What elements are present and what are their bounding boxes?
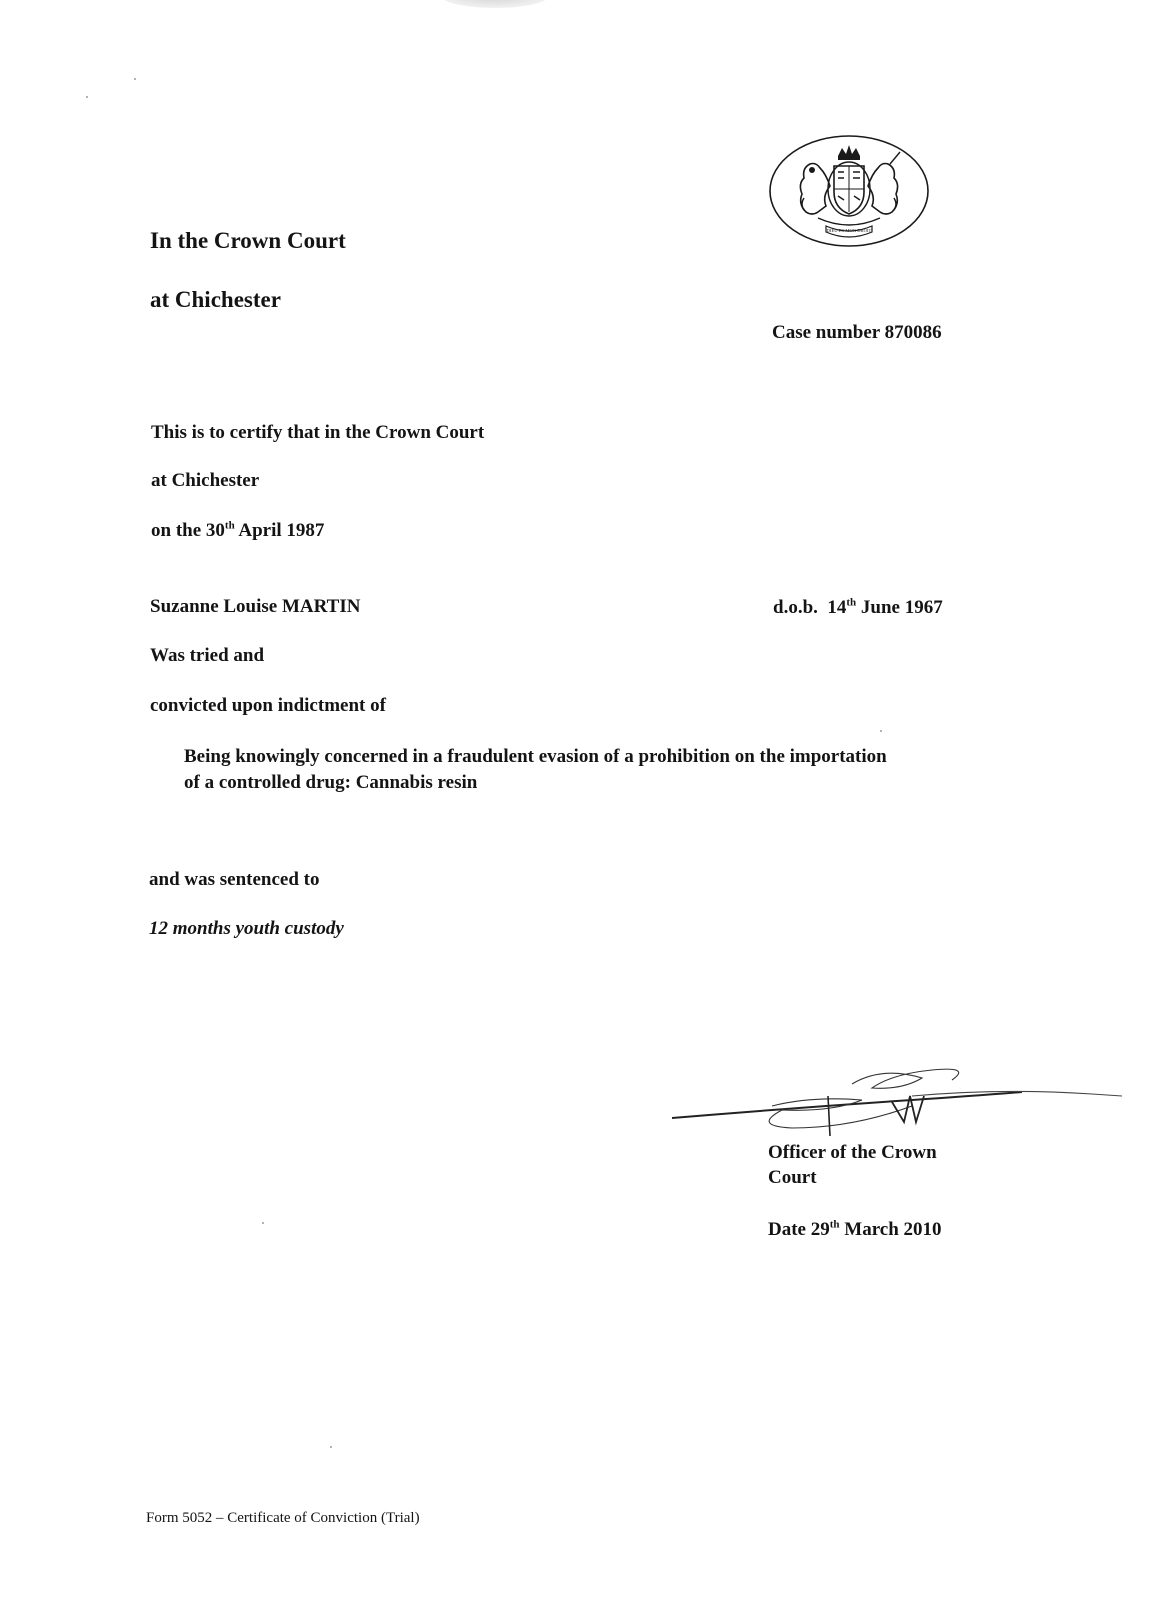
offence-line-2: of a controlled drug: Cannabis resin [184,772,478,793]
crest-motto: DIEU ET MON DROIT [826,228,872,233]
certify-location: at Chichester [151,470,260,491]
scan-speck [134,78,136,80]
officer-title-line-1: Officer of the Crown [768,1142,937,1163]
royal-coat-of-arms-icon [768,134,930,248]
scan-speck [86,96,88,98]
case-number: Case number 870086 [772,322,942,343]
conviction-statement: convicted upon indictment of [150,695,386,716]
offence-line-1: Being knowingly concerned in a fraudulent evasion of a prohibition on the importation [184,746,887,767]
form-reference: Form 5052 – Certificate of Conviction (Trial) [146,1510,420,1526]
certify-statement: This is to certify that in the Crown Court [151,422,485,443]
scan-smudge [440,0,550,8]
sentence-value: 12 months youth custody [149,918,344,939]
tried-statement: Was tried and [150,645,265,666]
certificate-date: Date 29th March 2010 [768,1218,942,1240]
scan-speck [262,1222,264,1224]
trial-date: on the 30th April 1987 [151,519,325,541]
officer-title-line-2: Court [768,1167,817,1188]
scan-speck [330,1446,332,1448]
sentence-label: and was sentenced to [149,869,320,890]
officer-signature [672,1066,1122,1136]
court-name: In the Crown Court [150,228,346,253]
defendant-dob: d.o.b. 14th June 1967 [773,596,943,618]
scan-speck [880,730,882,732]
defendant-name: Suzanne Louise MARTIN [150,596,361,617]
court-location: at Chichester [150,287,281,312]
